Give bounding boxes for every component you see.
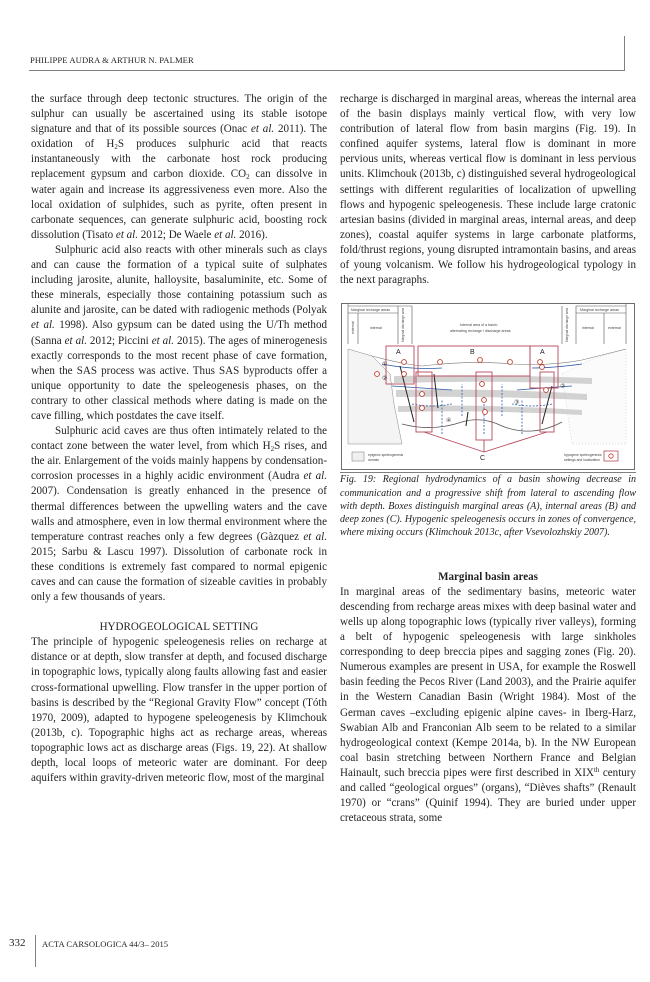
spacer (340, 540, 636, 555)
label-marginal-recharge-right: Marginal recharge areas (580, 308, 619, 313)
header-vertical-rule (624, 36, 625, 71)
label-num-4: ④ (446, 418, 452, 425)
label-internal-area-1: Internal area of a basin: (460, 323, 498, 328)
figure-19 (341, 303, 635, 470)
paragraph: The principle of hypogenic speleogenesis relies on recharge at distance or at depth, slow transfer at depth, and focused discharge in topographic lows, typically along faults allowing fast and easier cross-formational upwelling. Flow transfer in the upper portion of basins is described by the “Regional Gravity Flow” concept (Tóth 1970, 2009), adapted to hypogene speleogenesis by Klimchouk (2013b, c). Topographic highs act as recharge areas, whereas topographic lows act as discharge areas (Figs. 19, 22). At shallow depth, local loops of meteoric water are dominant. For deep aquifers within gravity-driven meteoric flow, most of the marginal (31, 636, 327, 785)
page-number: 332 (9, 937, 26, 949)
section-heading: HYDROGEOLOGICAL SETTING (99, 621, 259, 634)
paragraph: Sulphuric acid caves are thus often intimately related to the contact zone between the water level, from which $H_2S$ rises, and the air. Enlargement of the voids mainly happens by condensation-corrosion processes in a highly acidic environment (Audra et al. 2007). Condensation is greatly enhanced in the presence of thermal differences between the upwelling waters and the cave walls and atmosphere, even in low thermal environment where the temperature contrast reaches only a few degrees (Gàzquez et al. 2015; Sarbu & Lascu 1997). Dissolution of carbonate rock in these conditions is extremely fast compared to normal epigenic caves and can cause the formation of sizeable cavities in probably only a few thousands of years. (31, 425, 327, 604)
label-marginal-discharge-right: Marginal discharge area (565, 308, 569, 343)
basement-line (402, 420, 562, 431)
svg-text:epigenic speleogenesis: epigenic speleogenesis (368, 453, 404, 458)
label-box-b: B (470, 349, 475, 357)
label-external-right: external (608, 326, 621, 331)
svg-text:settings and localization: settings and localization (564, 458, 601, 463)
label-box-a-left: A (396, 349, 401, 357)
svg-text:hypogene speleogenesis: hypogene speleogenesis (564, 453, 602, 458)
label-internal-right: internal (582, 326, 594, 331)
running-head: PHILIPPE AUDRA & ARTHUR N. PALMER (30, 55, 194, 65)
label-external-left: external (351, 321, 355, 335)
left-slope (348, 349, 402, 444)
paragraph: Sulphuric acid also reacts with other minerals such as clays and can cause the formation of a typical suite of sulphates including jarosite, alunite, halloysite, basaluminite, etc. Some of these minerals, especially those containing potassium such as alunite and jarosite, can be dated with radiogenic methods (Polyak et al. 1998). Also gypsum can be dated using the U/Th method (Sanna et al. 2012; Piccini et al. 2015). The ages of minerogenesis exactly corresponds to the most recent phase of cave formation, when the SAS process was active. Thus SAS byproducts offer a unique opportunity to date the speleogenesis phases, on the contrary to other classical methods where dating is made on the cave filling, which postdates the cave itself. (31, 243, 327, 422)
subsection-heading: Marginal basin areas (438, 570, 538, 583)
spacer (31, 605, 327, 620)
footer-vertical-rule (35, 935, 36, 967)
legend-epigenic (352, 452, 404, 462)
label-internal-left: internal (370, 326, 382, 331)
spacer (340, 555, 636, 570)
paragraph: the surface through deep tectonic structures. The origin of the sulphur can usually be ascertained using its stable isotope signature and that of its possible sources (Onac et al. 2011). The oxidation of $H_2S$ produces sulphuric acid that reacts instantaneously with the carbonate host rock producing replacement gypsum and carbon dioxide. $CO_2$ can dissolve in water again and increase its aggressiveness even more. Also the local oxidation of sulphides, such as pyrite, often present in carbonate sequences, can generate sulphuric acid, boosting rock dissolution (Tisato et al. 2012; De Waele et al. 2016). (31, 93, 328, 241)
label-internal-area-2: alternating recharge / discharge areas (450, 329, 511, 334)
basin-diagram (342, 304, 634, 469)
label-box-a-right: A (540, 349, 545, 357)
legend-hypogenic (564, 451, 618, 462)
label-marginal-recharge-left: Marginal recharge areas (351, 308, 390, 313)
svg-text:domain: domain (368, 458, 380, 463)
label-num-3: ③ (514, 400, 520, 407)
label-box-c: C (480, 455, 486, 463)
journal-name: ACTA CARSOLOGICA 44/3– 2015 (42, 939, 169, 949)
figure-caption: Fig. 19: Regional hydrodynamics of a basin showing decrease in communication and a progressive shift from lateral to ascending flow with depth. Boxes distinguish marginal areas (A), internal areas (B) and deep zones (C). Hypogenic speleogenesis occurs in zones of convergence, where mixing occurs (Klimchouk 2013c, after Vsevolozhskiy 2007). (340, 474, 636, 539)
paragraph: recharge is discharged in marginal areas, whereas the internal area of the basin displays mainly vertical flow, with very low contribution of lateral flow from basin margins (Fig. 19). In confined aquifer systems, lateral flow is dominant in more pervious units, whereas vertical flow is dominant in less pervious units. Klimchouk (2013b, c) distinguished several hydrogeological settings with different regularities of localization of upwelling flows and hypogenic speleogenesis. These include large cratonic artesian basins (divided in marginal areas, internal areas, and deep zones), coastal aquifer systems in large carbonate platforms, fold/thrust regions, young disrupted intramontain basins, and areas of young volcanism. We follow his hydrogeological typology in the next paragraphs. (340, 93, 636, 287)
label-num-2-right: ② (560, 384, 566, 391)
label-marginal-discharge-left: Marginal discharge area (401, 308, 405, 343)
right-column (340, 92, 636, 826)
label-num-1: ① (382, 362, 388, 369)
header-rule (29, 70, 624, 71)
label-num-2: ② (382, 376, 388, 383)
zone-boxes (386, 346, 558, 452)
paragraph: In marginal areas of the sedimentary basins, meteoric water descending from recharge areas mixes with deep basinal water and wells up along topographic lows (typically river valleys), forming a belt of hypogenic speleogenesis with large sinkholes corresponding to deep breccia pipes and sagging zones (Fig. 20). Numerous examples are present in USA, for example the Roswell basin feeding the Pecos River (Land 2003), and the Prairie aquifer in the Western Canadian Basin (Wright 1984). Most of the German caves –excluding epigenic alpine caves- in Iberg-Harz, Swabian Alb and Franconian Alb seem to be related to a similar hydrogeological context (Kempe 2014a, b). In the NW European coal basin stretching between Northern France and Belgian Hainault, such breccia pipes were first described in XIXth century and called “geological orgues” (organs), “Dièves shafts” (Renault 1970) or “crans” (Quinif 1994). They are buried under upper cretaceous strata, some (340, 585, 636, 825)
left-column (31, 92, 327, 786)
